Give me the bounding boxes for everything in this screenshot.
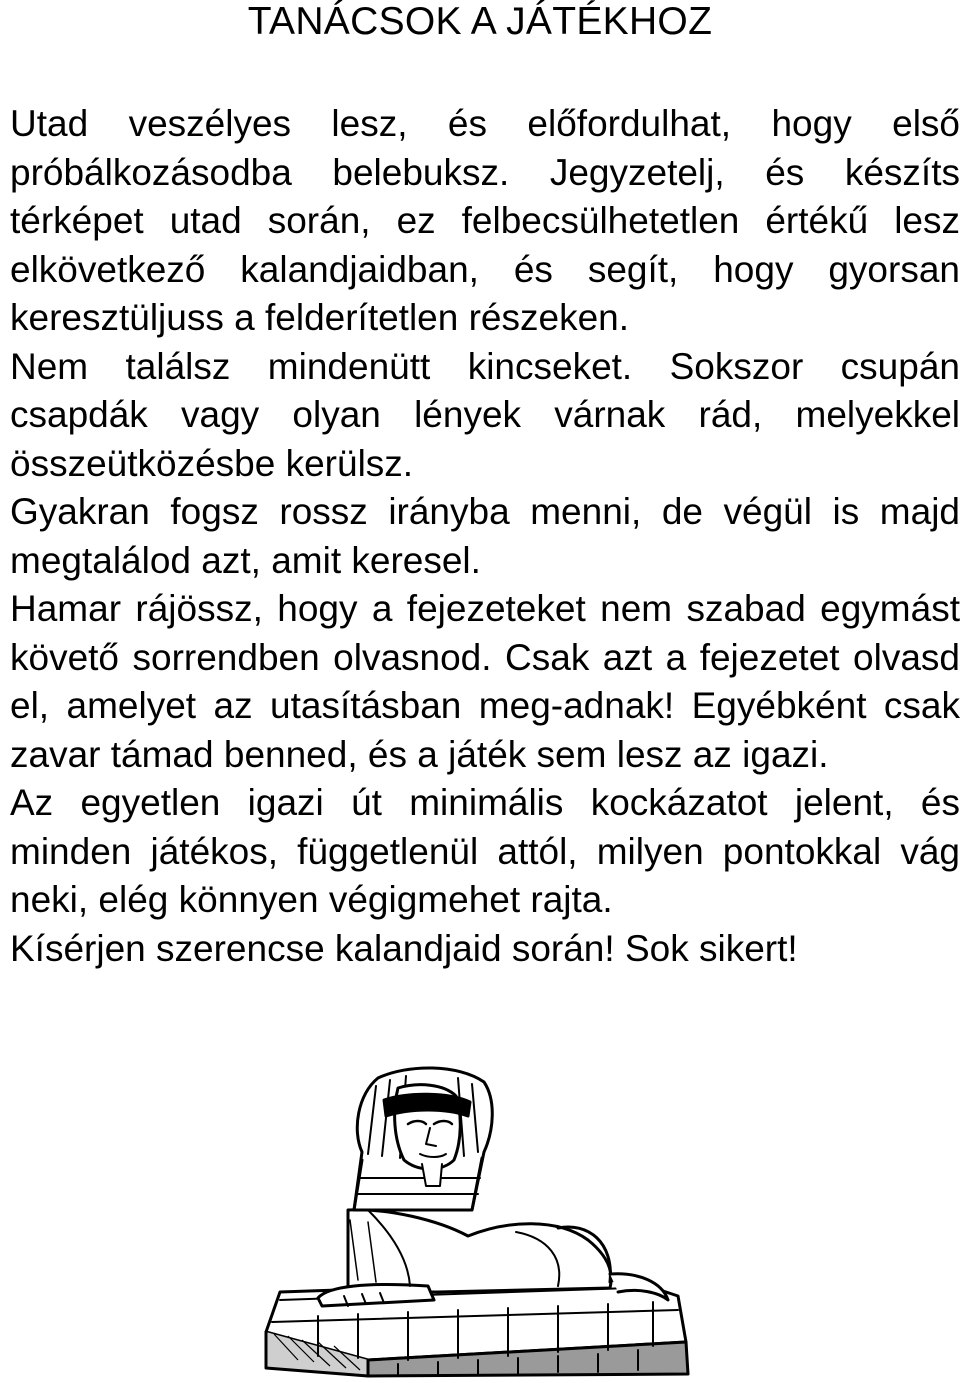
paragraph-true-path: Az egyetlen igazi út minimális kockázatot jelent, és minden játékos, függetlenül attól, milyen pontokkal vág neki, elég könnyen végigmehet rajta. [10, 782, 960, 920]
paragraph-treasures: Nem találsz mindenütt kincseket. Sokszor csupán csapdák vagy olyan lények várnak rád, melyekkel összeütközésbe kerülsz. [10, 345, 960, 484]
paragraph-wrong-direction: Gyakran fogsz rossz irányba menni, de végül is majd megtalálod azt, amit keresel. [10, 491, 960, 581]
sphinx-illustration [258, 1060, 706, 1378]
paragraph-chapter-order: Hamar rájössz, hogy a fejezeteket nem szabad egymást követő sorrendben olvasnod. Csak azt a fejezetet olvasd el, amelyet az utasításban meg-adnak! Egyébként csak zavar támad benned, és a játék sem lesz az igazi. [10, 588, 960, 775]
tips-text [10, 100, 960, 973]
page-title: TANÁCSOK A JÁTÉKHOZ [247, 0, 713, 43]
paragraph-map-tips: Utad veszélyes lesz, és előfordulhat, hogy első próbálkozásodba belebuksz. Jegyzetelj, és készíts térképet utad során, ez felbecsülhetetlen értékű lesz elkövetkező kalandjaidban, és segít, hogy gyorsan keresztüljuss a felderítetlen részeken. [10, 103, 960, 338]
paragraph-good-luck: Kísérjen szerencse kalandjaid során! Sok sikert! [10, 927, 798, 969]
